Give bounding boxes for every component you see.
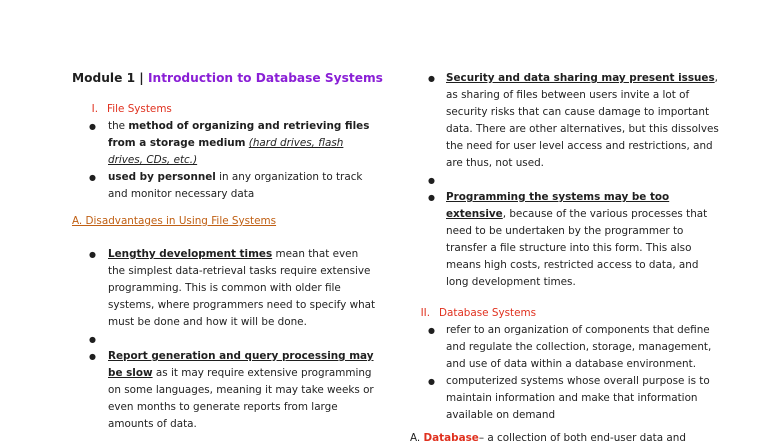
section-heading-file-systems xyxy=(72,101,377,118)
page-title xyxy=(72,70,383,87)
right-column xyxy=(420,70,720,424)
file-systems-list xyxy=(72,118,377,203)
disadvantages-list-left xyxy=(72,246,377,433)
section-numeral: I. xyxy=(91,103,98,115)
section-title: Database Systems xyxy=(439,307,537,319)
disadvantages-heading: A. Disadvantages in Using File Systems xyxy=(72,215,277,227)
list-item: ● computerized systems whose overall purpose is to maintain information and make that information available on demand xyxy=(420,373,720,424)
left-column xyxy=(72,70,383,433)
section-heading-database-systems xyxy=(404,305,720,322)
database-systems-list xyxy=(420,322,720,424)
section-title: File Systems xyxy=(107,103,172,115)
list-item: ● Security and data sharing may present issues, as sharing of files between users invite a lot of security risks that can cause damage to important data. There are other alternatives, but this dissolves the need for user level access and restrictions, and are thus, not used. xyxy=(420,70,720,172)
list-item: ● the method of organizing and retrieving files from a storage medium (hard drives, flash drives, CDs, etc.) xyxy=(72,118,377,169)
database-definition: A. Database– a collection of both end-user data and xyxy=(410,432,686,444)
spacer xyxy=(420,172,720,189)
section-numeral: II. xyxy=(420,307,430,319)
list-item: ● Report generation and query processing may be slow as it may require extensive programming on some languages, meaning it may take weeks or even months to generate reports from large amounts of data. xyxy=(72,348,377,433)
list-item: ● used by personnel in any organization to track and monitor necessary data xyxy=(72,169,377,203)
list-item: ● refer to an organization of components that define and regulate the collection, storage, management, and use of data within a database environment. xyxy=(420,322,720,373)
database-term: Database xyxy=(423,432,479,444)
disadvantages-list-right xyxy=(420,70,720,291)
module-label: Module 1 | xyxy=(72,71,144,85)
list-item: ● Lengthy development times mean that even the simplest data-retrieval tasks require extensive programming. This is common with older file systems, where programmers need to specify what must be done and how it will be done. xyxy=(72,246,377,331)
spacer xyxy=(72,331,377,348)
module-title: Introduction to Database Systems xyxy=(148,71,383,85)
list-item: ● Programming the systems may be too extensive, because of the various processes that need to be undertaken by the programmer to transfer a file structure into this form. This also means high costs, restricted access to data, and long development times. xyxy=(420,189,720,291)
